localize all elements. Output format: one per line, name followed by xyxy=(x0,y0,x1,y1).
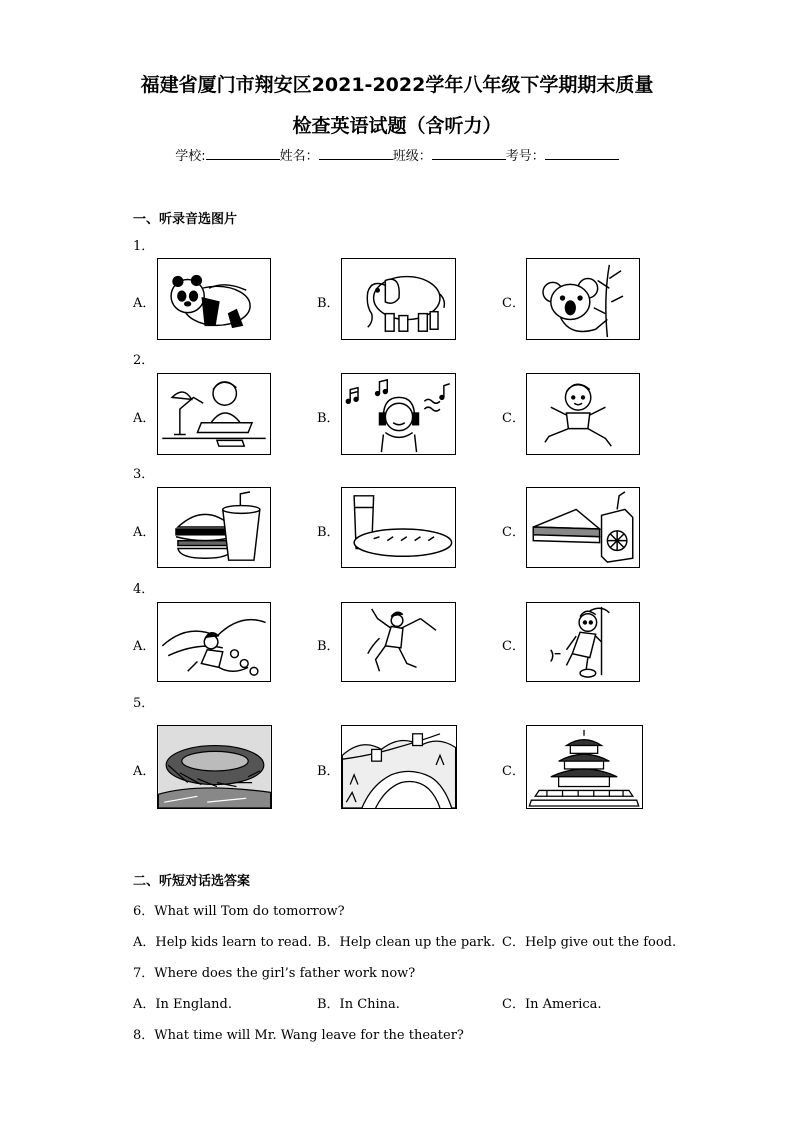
option-label: B． xyxy=(317,639,340,654)
question-6-text: 6．What will Tom do tomorrow? xyxy=(133,904,345,919)
name-blank[interactable] xyxy=(319,147,393,160)
q6-option-c[interactable]: C．Help give out the food. xyxy=(502,935,677,950)
q7-option-a[interactable]: A．In England. xyxy=(133,997,232,1012)
option-label: A． xyxy=(133,764,156,779)
burger-drink-icon[interactable] xyxy=(157,487,271,568)
music-headphones-icon[interactable] xyxy=(341,373,456,455)
option-label: C． xyxy=(502,639,525,654)
class-blank[interactable] xyxy=(432,147,506,160)
exam-number-label: 考号： xyxy=(505,149,545,164)
temple-of-heaven-icon[interactable] xyxy=(526,725,643,809)
flying-fairy-icon[interactable] xyxy=(157,602,271,682)
sword-warrior-icon[interactable] xyxy=(341,602,456,682)
student-info-row xyxy=(0,145,794,164)
option-label: A． xyxy=(133,411,156,426)
sandwich-juice-icon[interactable] xyxy=(526,487,640,568)
option-label: C． xyxy=(502,525,525,540)
reading-boy-icon[interactable] xyxy=(157,373,271,455)
name-label: 姓名： xyxy=(279,149,319,164)
exam-title-line2: 检查英语试题（含听力） xyxy=(292,115,502,137)
exercising-boy-icon[interactable] xyxy=(526,373,640,455)
question-number: 3． xyxy=(133,467,155,482)
q6-option-b[interactable]: B．Help clean up the park. xyxy=(317,935,496,950)
q6-option-a[interactable]: A．Help kids learn to read. xyxy=(133,935,312,950)
class-label: 班级： xyxy=(392,149,432,164)
question-number: 5． xyxy=(133,696,155,711)
school-label: 学校: xyxy=(175,149,206,164)
school-blank[interactable] xyxy=(206,147,280,160)
exam-title-line1: 福建省厦门市翔安区2021-2022学年八年级下学期期末质量 xyxy=(140,74,654,96)
elephant-icon[interactable] xyxy=(341,258,456,340)
option-label: A． xyxy=(133,296,156,311)
monkey-king-icon[interactable] xyxy=(526,602,640,682)
section2-heading: 二、听短对话选答案 xyxy=(133,874,251,889)
option-label: B． xyxy=(317,764,340,779)
option-label: B． xyxy=(317,296,340,311)
option-label: C． xyxy=(502,764,525,779)
option-label: A． xyxy=(133,525,156,540)
koala-icon[interactable] xyxy=(526,258,640,340)
question-number: 2． xyxy=(133,353,155,368)
option-label: C． xyxy=(502,296,525,311)
option-label: C． xyxy=(502,411,525,426)
question-number: 1． xyxy=(133,239,155,254)
birds-nest-stadium-icon[interactable] xyxy=(157,725,272,809)
question-number: 4． xyxy=(133,582,155,597)
option-label: B． xyxy=(317,411,340,426)
great-wall-icon[interactable] xyxy=(341,725,457,809)
option-label: B． xyxy=(317,525,340,540)
option-label: A． xyxy=(133,639,156,654)
exam-number-blank[interactable] xyxy=(545,147,619,160)
question-8-text: 8．What time will Mr. Wang leave for the theater? xyxy=(133,1028,464,1043)
question-7-text: 7．Where does the girl’s father work now? xyxy=(133,966,416,981)
q7-option-b[interactable]: B．In China. xyxy=(317,997,400,1012)
milk-bread-icon[interactable] xyxy=(341,487,456,568)
panda-icon[interactable] xyxy=(157,258,271,340)
section1-heading: 一、听录音选图片 xyxy=(133,212,238,227)
q7-option-c[interactable]: C．In America. xyxy=(502,997,602,1012)
